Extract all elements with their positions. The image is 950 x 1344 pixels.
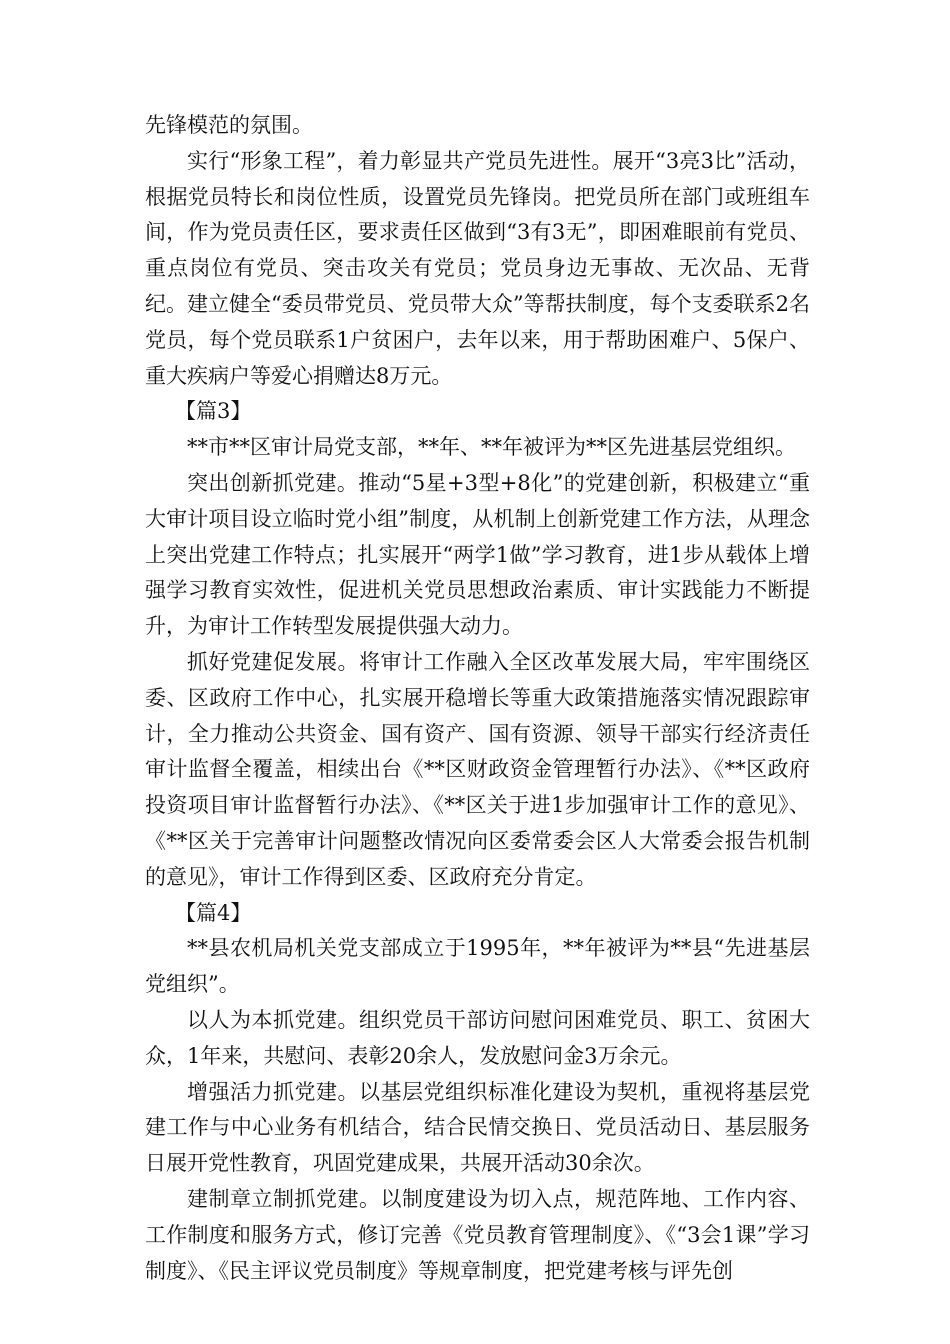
paragraph: **县农机局机关党支部成立于1995年，**年被评为**县“先进基层党组织”。 (145, 936, 810, 997)
section-heading: 【篇3】 (175, 399, 252, 424)
paragraph: 抓好党建促发展。将审计工作融入全区改革发展大局，牢牢围绕区委、区政府工作中心，扎实展开稳增长等重大政策措施落实情况跟踪审计，全力推动公共资金、国有资产、国有资源、领导干部实行经济责任审计监督全覆盖，相续出台《**区财政资金管理暂行办法》、《**区政府投资项目审计监督暂行办法》、《**区关于进1步加强审计工作的意见》、《**区关于完善审计问题整改情况向区委常委会区人大常委会报告机制的意见》，审计工作得到区委、区政府充分肯定。 (145, 649, 810, 889)
paragraph: 先锋模范的氛围。 (145, 113, 313, 137)
document-page (145, 108, 810, 1289)
paragraph: **市**区审计局党支部，**年、**年被评为**区先进基层党组织。 (187, 435, 796, 460)
paragraph: 增强活力抓党建。以基层党组织标准化建设为契机，重视将基层党建工作与中心业务有机结合，结合民情交换日、党员活动日、基层服务日展开党性教育，巩固党建成果，共展开活动30余次。 (145, 1079, 810, 1176)
section-heading: 【篇4】 (175, 900, 252, 925)
paragraph: 以人为本抓党建。组织党员干部访问慰问困难党员、职工、贫困大众，1年来，共慰问、表彰20余人，发放慰问金3万余元。 (145, 1007, 810, 1068)
paragraph: 建制章立制抓党建。以制度建设为切入点，规范阵地、工作内容、工作制度和服务方式，修订完善《党员教育管理制度》、《“3会1课”学习制度》、《民主评议党员制度》等规章制度，把党建考核与评先创 (145, 1186, 810, 1283)
paragraph: 实行“形象工程”，着力彰显共产党员先进性。展开“3亮3比”活动，根据党员特长和岗位性质，设置党员先锋岗。把党员所在部门或班组车间，作为党员责任区，要求责任区做到“3有3无”，即困难眼前有党员、重点岗位有党员、突击攻关有党员；党员身边无事故、无次品、无背纪。建立健全“委员带党员、党员带大众”等帮扶制度，每个支委联系2名党员，每个党员联系1户贫困户，去年以来，用于帮助困难户、5保户、重大疾病户等爱心捐赠达8万元。 (145, 148, 810, 388)
paragraph: 突出创新抓党建。推动“5星+3型+8化”的党建创新，积极建立“重大审计项目设立临时党小组”制度，从机制上创新党建工作方法，从理念上突出党建工作特点；扎实展开“两学1做”学习教育，进1步从载体上增强学习教育实效性，促进机关党员思想政治素质、审计实践能力不断提升，为审计工作转型发展提供强大动力。 (145, 470, 810, 639)
